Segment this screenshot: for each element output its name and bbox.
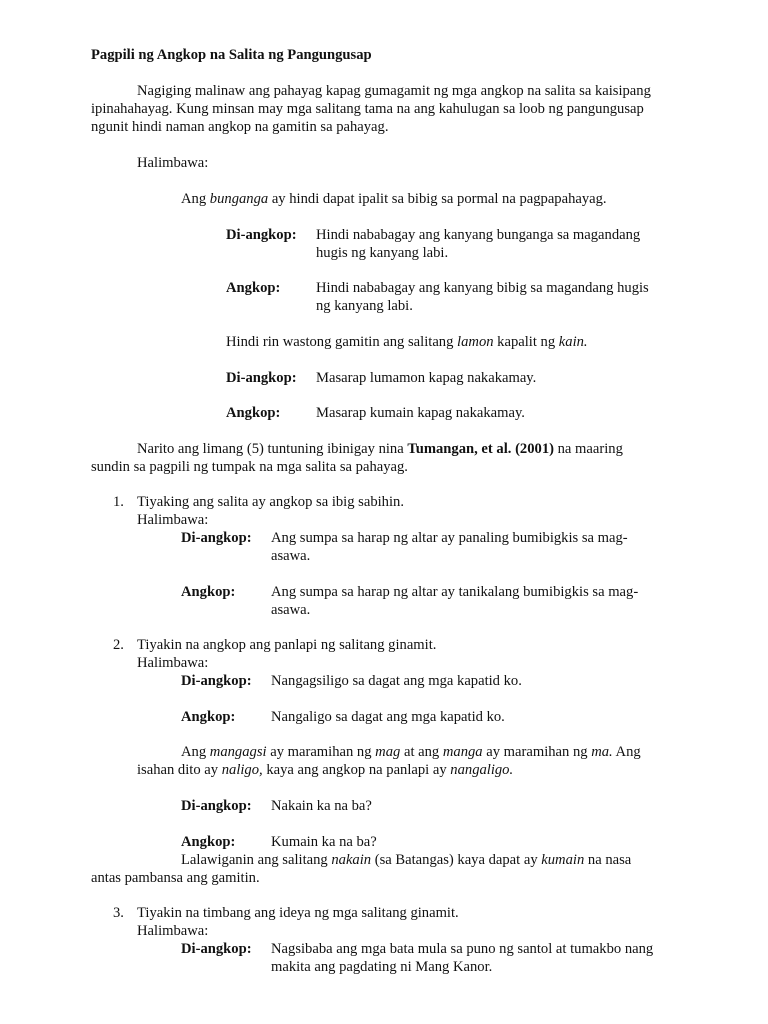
- di-angkop-example-cont: makita ang pagdating ni Mang Kanor.: [271, 959, 493, 975]
- rule-number: 3.: [113, 905, 124, 921]
- angkop-example: Hindi nababagay ang kanyang bibig sa magandang hugis: [316, 280, 649, 296]
- di-angkop-label: Di-angkop:: [181, 530, 252, 546]
- rules-intro-line-2: sundin sa pagpili ng tumpak na mga salita sa pahayag.: [91, 459, 408, 475]
- angkop-label: Angkop:: [181, 834, 236, 850]
- rule-text: Tiyakin na angkop ang panlapi ng salitang ginamit.: [137, 637, 437, 653]
- intro-line-2: ipinahahayag. Kung minsan may mga salitang tama na ang kahulugan sa loob ng pangungusap: [91, 101, 644, 117]
- example-heading: Halimbawa:: [137, 655, 209, 671]
- angkop-example-cont: ng kanyang labi.: [316, 298, 413, 314]
- di-angkop-example-cont: asawa.: [271, 548, 311, 564]
- di-angkop-example: Hindi nababagay ang kanyang bunganga sa magandang: [316, 227, 641, 243]
- di-angkop-label: Di-angkop:: [181, 673, 252, 689]
- di-angkop-label: Di-angkop:: [181, 798, 252, 814]
- explanation-line-4: antas pambansa ang gamitin.: [91, 870, 260, 886]
- intro-line-3: ngunit hindi naman angkop na gamitin sa pahayag.: [91, 119, 389, 135]
- example-heading: Halimbawa:: [137, 923, 209, 939]
- di-angkop-example: Nakain ka na ba?: [271, 798, 372, 814]
- example-sentence-2: Hindi rin wastong gamitin ang salitang lamon kapalit ng kain.: [226, 334, 588, 350]
- angkop-example: Kumain ka na ba?: [271, 834, 377, 850]
- di-angkop-example: Masarap lumamon kapag nakakamay.: [316, 370, 537, 386]
- rule-text: Tiyakin na timbang ang ideya ng mga salitang ginamit.: [137, 905, 459, 921]
- di-angkop-label: Di-angkop:: [226, 370, 297, 386]
- angkop-label: Angkop:: [181, 584, 236, 600]
- angkop-example: Masarap kumain kapag nakakamay.: [316, 405, 525, 421]
- di-angkop-example: Nagsibaba ang mga bata mula sa puno ng santol at tumakbo nang: [271, 941, 654, 957]
- di-angkop-example: Nangagsiligo sa dagat ang mga kapatid ko.: [271, 673, 522, 689]
- rules-intro-line-1: Narito ang limang (5) tuntuning ibinigay nina Tumangan, et al. (2001) na maaring: [137, 441, 623, 457]
- angkop-example: Nangaligo sa dagat ang mga kapatid ko.: [271, 709, 505, 725]
- di-angkop-label: Di-angkop:: [181, 941, 252, 957]
- angkop-example-cont: asawa.: [271, 602, 311, 618]
- example-heading: Halimbawa:: [137, 512, 209, 528]
- di-angkop-example: Ang sumpa sa harap ng altar ay panaling bumibigkis sa mag-: [271, 530, 628, 546]
- angkop-label: Angkop:: [226, 280, 281, 296]
- di-angkop-example-cont: hugis ng kanyang labi.: [316, 245, 449, 261]
- page-title: Pagpili ng Angkop na Salita ng Pangungusap: [91, 47, 372, 63]
- angkop-example: Ang sumpa sa harap ng altar ay tanikalang bumibigkis sa mag-: [271, 584, 639, 600]
- explanation-line-2: isahan dito ay naligo, kaya ang angkop na panlapi ay nangaligo.: [137, 762, 514, 778]
- example-sentence-1: Ang bunganga ay hindi dapat ipalit sa bibig sa pormal na pagpapahayag.: [181, 191, 607, 207]
- angkop-label: Angkop:: [226, 405, 281, 421]
- rule-number: 1.: [113, 494, 124, 510]
- angkop-label: Angkop:: [181, 709, 236, 725]
- rule-number: 2.: [113, 637, 124, 653]
- explanation-line-1: Ang mangagsi ay maramihan ng mag at ang manga ay maramihan ng ma. Ang: [181, 744, 641, 760]
- rule-text: Tiyaking ang salita ay angkop sa ibig sabihin.: [137, 494, 404, 510]
- citation: Tumangan, et al. (2001): [407, 441, 554, 457]
- example-heading: Halimbawa:: [137, 155, 209, 171]
- explanation-line-3: Lalawiganin ang salitang nakain (sa Batangas) kaya dapat ay kumain na nasa: [181, 852, 632, 868]
- intro-line-1: Nagiging malinaw ang pahayag kapag gumagamit ng mga angkop na salita sa kaisipang: [137, 83, 651, 99]
- di-angkop-label: Di-angkop:: [226, 227, 297, 243]
